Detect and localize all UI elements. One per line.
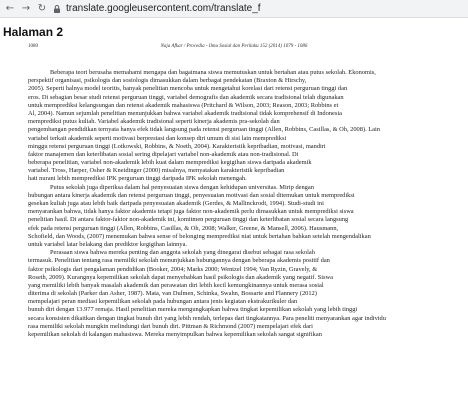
text-line: minggu retensi perguruan tinggi (Lotkowski, Robbins, & Noeth, 2004). Karakteristik kepribadian, motivasi, mandiri bbox=[28, 142, 326, 150]
text-line: hati nurani lebih memprediksi IPK perguruan tinggi daripada IPK sekolah menengah. bbox=[28, 175, 247, 183]
back-arrow-icon[interactable]: ← bbox=[5, 3, 15, 14]
text-line: faktor manajemen dan keterlibatan sosial sering dipelajari variabel non-akademik atau non-tradisional. Di bbox=[28, 150, 299, 158]
text-line: pengembangan pendidikan ternyata hanya efek tidak langsung pada retensi perguruan tinggi (Allen, Robbins, Casillas, & Oh, 2008). Lain bbox=[28, 126, 380, 134]
text-line: yang memiliki lebih banyak masalah akademik dan perawatan diri lebih kecil kemungkinannya untuk merasa sosial bbox=[28, 281, 324, 289]
text-line: mempelajari peran mediasi kepemilikan sekolah pada hubungan antara jenis kegiatan ekstrakurikuler dan bbox=[28, 298, 298, 306]
text-line: eros. Di sebagian besar studi retensi perguruan tinggi, variabel demografis dan akademik secara tradisional telah digunakan bbox=[28, 93, 344, 101]
article-body bbox=[28, 69, 460, 339]
page-number: 1080 bbox=[28, 44, 38, 49]
text-line: untuk variabel latar belakang dan prediktor kegigihan lainnya. bbox=[28, 240, 187, 248]
text-line: Perasaan siswa bahwa mereka penting dan anggota sekolah yang dinegarai disebut sebagai rasa sekolah bbox=[50, 249, 315, 257]
text-line: memprediksi putus kuliah. Variabel akademik tradisional seperti kinerja akademis pra-sekolah dan bbox=[28, 118, 280, 126]
page-heading: Halaman 2 bbox=[3, 25, 64, 39]
text-line: rasa memiliki sekolah mungkin melindungi dari bunuh diri. Pittman & Richmond (2007) mempelajari efek dari bbox=[28, 322, 313, 330]
text-line: termasuk. Penelitian tentang rasa memiliki sekolah menunjukkan hubungannya dengan beberapa akademis positif dan bbox=[28, 257, 330, 265]
text-line: 2005). Seperti halnya model teoritis, banyak penelitian mencoba untuk mengetahui korelasi dari retensi perguruan tinggi dan bbox=[28, 85, 348, 93]
reload-icon[interactable]: ↻ bbox=[37, 3, 47, 14]
text-line: Schofield, dan Woods, (2007) menemukan bahwa sense of belonging memprediksi niat untuk bertahan bahkan setelah mengendalikan bbox=[28, 232, 371, 240]
forward-arrow-icon[interactable]: → bbox=[21, 3, 31, 14]
text-line: Putus sekolah juga diperiksa dalam hal penyesuaian siswa dengan kehidupan universitas. Mirip dengan bbox=[50, 183, 314, 191]
text-line: untuk memprediksi kelangsungan dan retensi akademik mahasiswa (Pritchard & Wilson, 2003; Reason, 2003; Robbins et bbox=[28, 101, 339, 109]
running-header bbox=[0, 44, 468, 54]
text-line: menyarankan bahwa, tidak hanya faktor akademis tetapi juga faktor non-akademik perlu dimasukkan untuk memprediksi siswa bbox=[28, 208, 354, 216]
text-line: beberapa penelitian, variabel non-akademik lebih kuat dalam memprediksi kegigihan siswa daripada akademik bbox=[28, 159, 312, 167]
text-line: diterima di sekolah (Parker dan Asher, 1987). Mata, van Dulmen, Schinka, Swahn, Bossarte and Flannery (2012) bbox=[28, 290, 317, 298]
text-line: perspektif organisasi, psikologis dan sosiologis dimasukkan dalam berbagai pendekatan (Braxton & Hirschy, bbox=[28, 77, 307, 85]
text-line: gesekan kuliah juga atau lebih baik daripada penyesuaian akademik (Gerdes, & Mallinckrodt, 1994). Studi-studi ini bbox=[28, 200, 324, 207]
text-line: penelitian hasil. Di antara faktor-faktor non-akademik ini, komitmen perguruan tinggi dan keterlibatan sosial secara langsung bbox=[28, 216, 349, 224]
url-text[interactable]: translate.googleusercontent.com/translate_f bbox=[66, 3, 261, 14]
text-line: Beberapa teori berusaha memahami mengapa dan bagaimana siswa memutuskan untuk bertahan atau putus sekolah. Ekonomis, bbox=[50, 69, 376, 76]
journal-reference: Naja Afkar / Procedia - Ilmu Sosial dan Perilaku 152 (2014) 1079 - 1086 bbox=[160, 44, 308, 49]
browser-address-bar bbox=[0, 0, 468, 18]
text-line: Al, 2004). Namun sejumlah penelitian menunjukkan bahwa variabel akademik tradisional tidak komprehensif di Indonesia bbox=[28, 109, 342, 117]
text-line: secara konsisten dikaitkan dengan tingkat bunuh diri yang lebih rendah, terlepas dari tingkatannya. Para peneliti menyarankan agar individu bbox=[28, 314, 386, 322]
text-line: efek pada retensi perguruan tinggi (Allen, Robbins, Casillas, & Oh, 2008; Walker, Greene, & Mansell, 2006). Hausmann, bbox=[28, 224, 339, 232]
text-line: kepemilikan sekolah di kalangan mahasiswa. Mereka menyimpulkan bahwa kepemilikan sekolah sangat signifikan bbox=[28, 331, 322, 338]
lock-icon[interactable] bbox=[52, 4, 62, 14]
text-line: faktor psikologis dari pengalaman pendidikan (Booker, 2004; Marks 2000; Wentzel 1994; Van Ryzin, Gravely, & bbox=[28, 265, 318, 273]
text-line: variabel terkait akademik seperti motivasi berprestasi dan konsep diri umum di sisi lain memprediksi bbox=[28, 134, 287, 142]
text-line: hubungan antara kinerja akademik dan retensi perguruan tinggi, penyesuaian motivasi dan sosial ditemukan untuk memprediksi bbox=[28, 191, 355, 199]
text-line: bunuh diri dengan 13.977 remaja. Hasil penelitian mereka mengungkapkan bahwa tingkat kepemilikan sekolah yang lebih tinggi bbox=[28, 306, 358, 314]
text-line: variabel. Tross, Harper, Osher & Kneidinger (2000) misalnya, menyatakan karakteristik kepribadian bbox=[28, 167, 285, 175]
text-line: Roseth, 2009). Kurangnya kepemilikan sekolah dapat menyebabkan hasil psikologis dan akademik yang negatif. Siswa bbox=[28, 273, 333, 281]
